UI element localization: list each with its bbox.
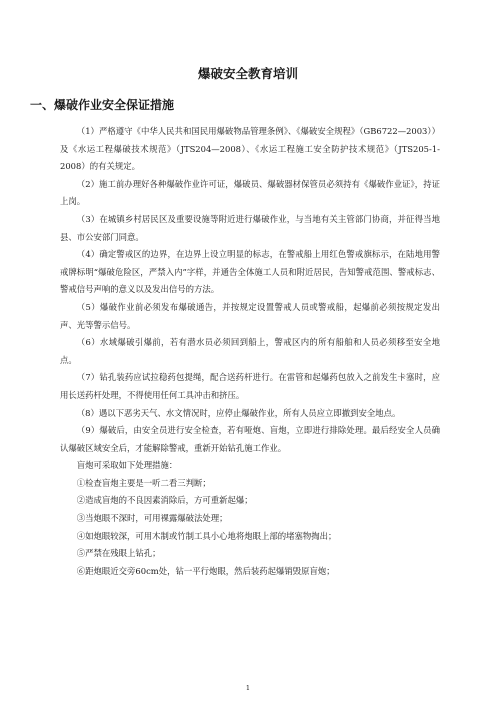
list-item: ⑤严禁在残眼上钻孔； xyxy=(76,548,161,559)
paragraph: （1）严格遵守《中华人民共和国民用爆破物品管理条例》、《爆破安全规程》（GB6722—2003））及《水运工程爆破技术规范》（JTS204—2008）、《水运工程施工安全防护技术规范》（JTS205-1-2008）的有关规定。 xyxy=(60,126,440,172)
document-title: 爆破安全教育培训 xyxy=(197,66,298,81)
section-heading: 一、爆破作业安全保证措施 xyxy=(30,98,175,112)
list-item: ⑥距炮眼近交旁60cm处，钻一平行炮眼，然后装药起爆销毁原盲炮； xyxy=(76,565,335,576)
paragraph: （2）施工前办理好各种爆破作业许可证，爆破员、爆破器材保管员必须持有《爆破作业证》，持证上岗。 xyxy=(60,178,440,207)
document-body xyxy=(60,123,440,580)
paragraph: （3）在城镇乡村居民区及重要设施等附近进行爆破作业，与当地有关主管部门协商，并征得当地县、市公安部门同意。 xyxy=(60,213,440,242)
paragraph: （8）遇以下恶劣天气、水文情况时，应停止爆破作业，所有人员应立即撤到安全地点。 xyxy=(76,407,401,418)
paragraph: （5）爆破作业前必须发布爆破通告，并按规定设置警戒人员或警戒船，起爆前必须按规定发出声、光等警示信号。 xyxy=(60,301,440,330)
paragraph: （7）钻孔装药应试拉稳药包提绳，配合送药杆进行。在雷管和起爆药包放入之前发生卡塞时，应用长送药杆处理，不得使用任何工具冲击和挤压。 xyxy=(60,372,440,400)
list-item: ②造成盲炮的不良因素消除后，方可重新起爆； xyxy=(76,495,253,506)
list-item: ①检查盲炮主要是一听二看三判断； xyxy=(76,477,211,488)
paragraph: （9）爆破后，由安全员进行安全检查，若有哑炮、盲炮，立即进行排除处理。最后经安全人员确认爆破区域安全后，才能解除警戒，重新开始钻孔施工作业。 xyxy=(60,425,440,453)
paragraph: （4）确定警戒区的边界，在边界上设立明显的标志，在警戒船上用红色警戒旗标示，在陆地用警戒牌标明“爆破危险区，严禁入内”字样，并通告全体施工人员和附近居民，告知警戒范围、警戒标志、警戒信号声响的意义以及发出信号的方法。 xyxy=(60,249,440,295)
paragraph: 盲炮可采取如下处理措施： xyxy=(76,460,178,471)
paragraph: （6）水域爆破引爆前，若有潜水员必须回到船上，警戒区内的所有船舶和人员必须移至安全地点。 xyxy=(60,337,440,365)
list-item: ④如炮眼较深，可用木制或竹制工具小心地将炮眼上部的堵塞物掏出； xyxy=(76,530,337,541)
page-number: 1 xyxy=(245,684,251,692)
list-item: ③当炮眼不深时，可用裸露爆破法处理； xyxy=(76,513,228,524)
